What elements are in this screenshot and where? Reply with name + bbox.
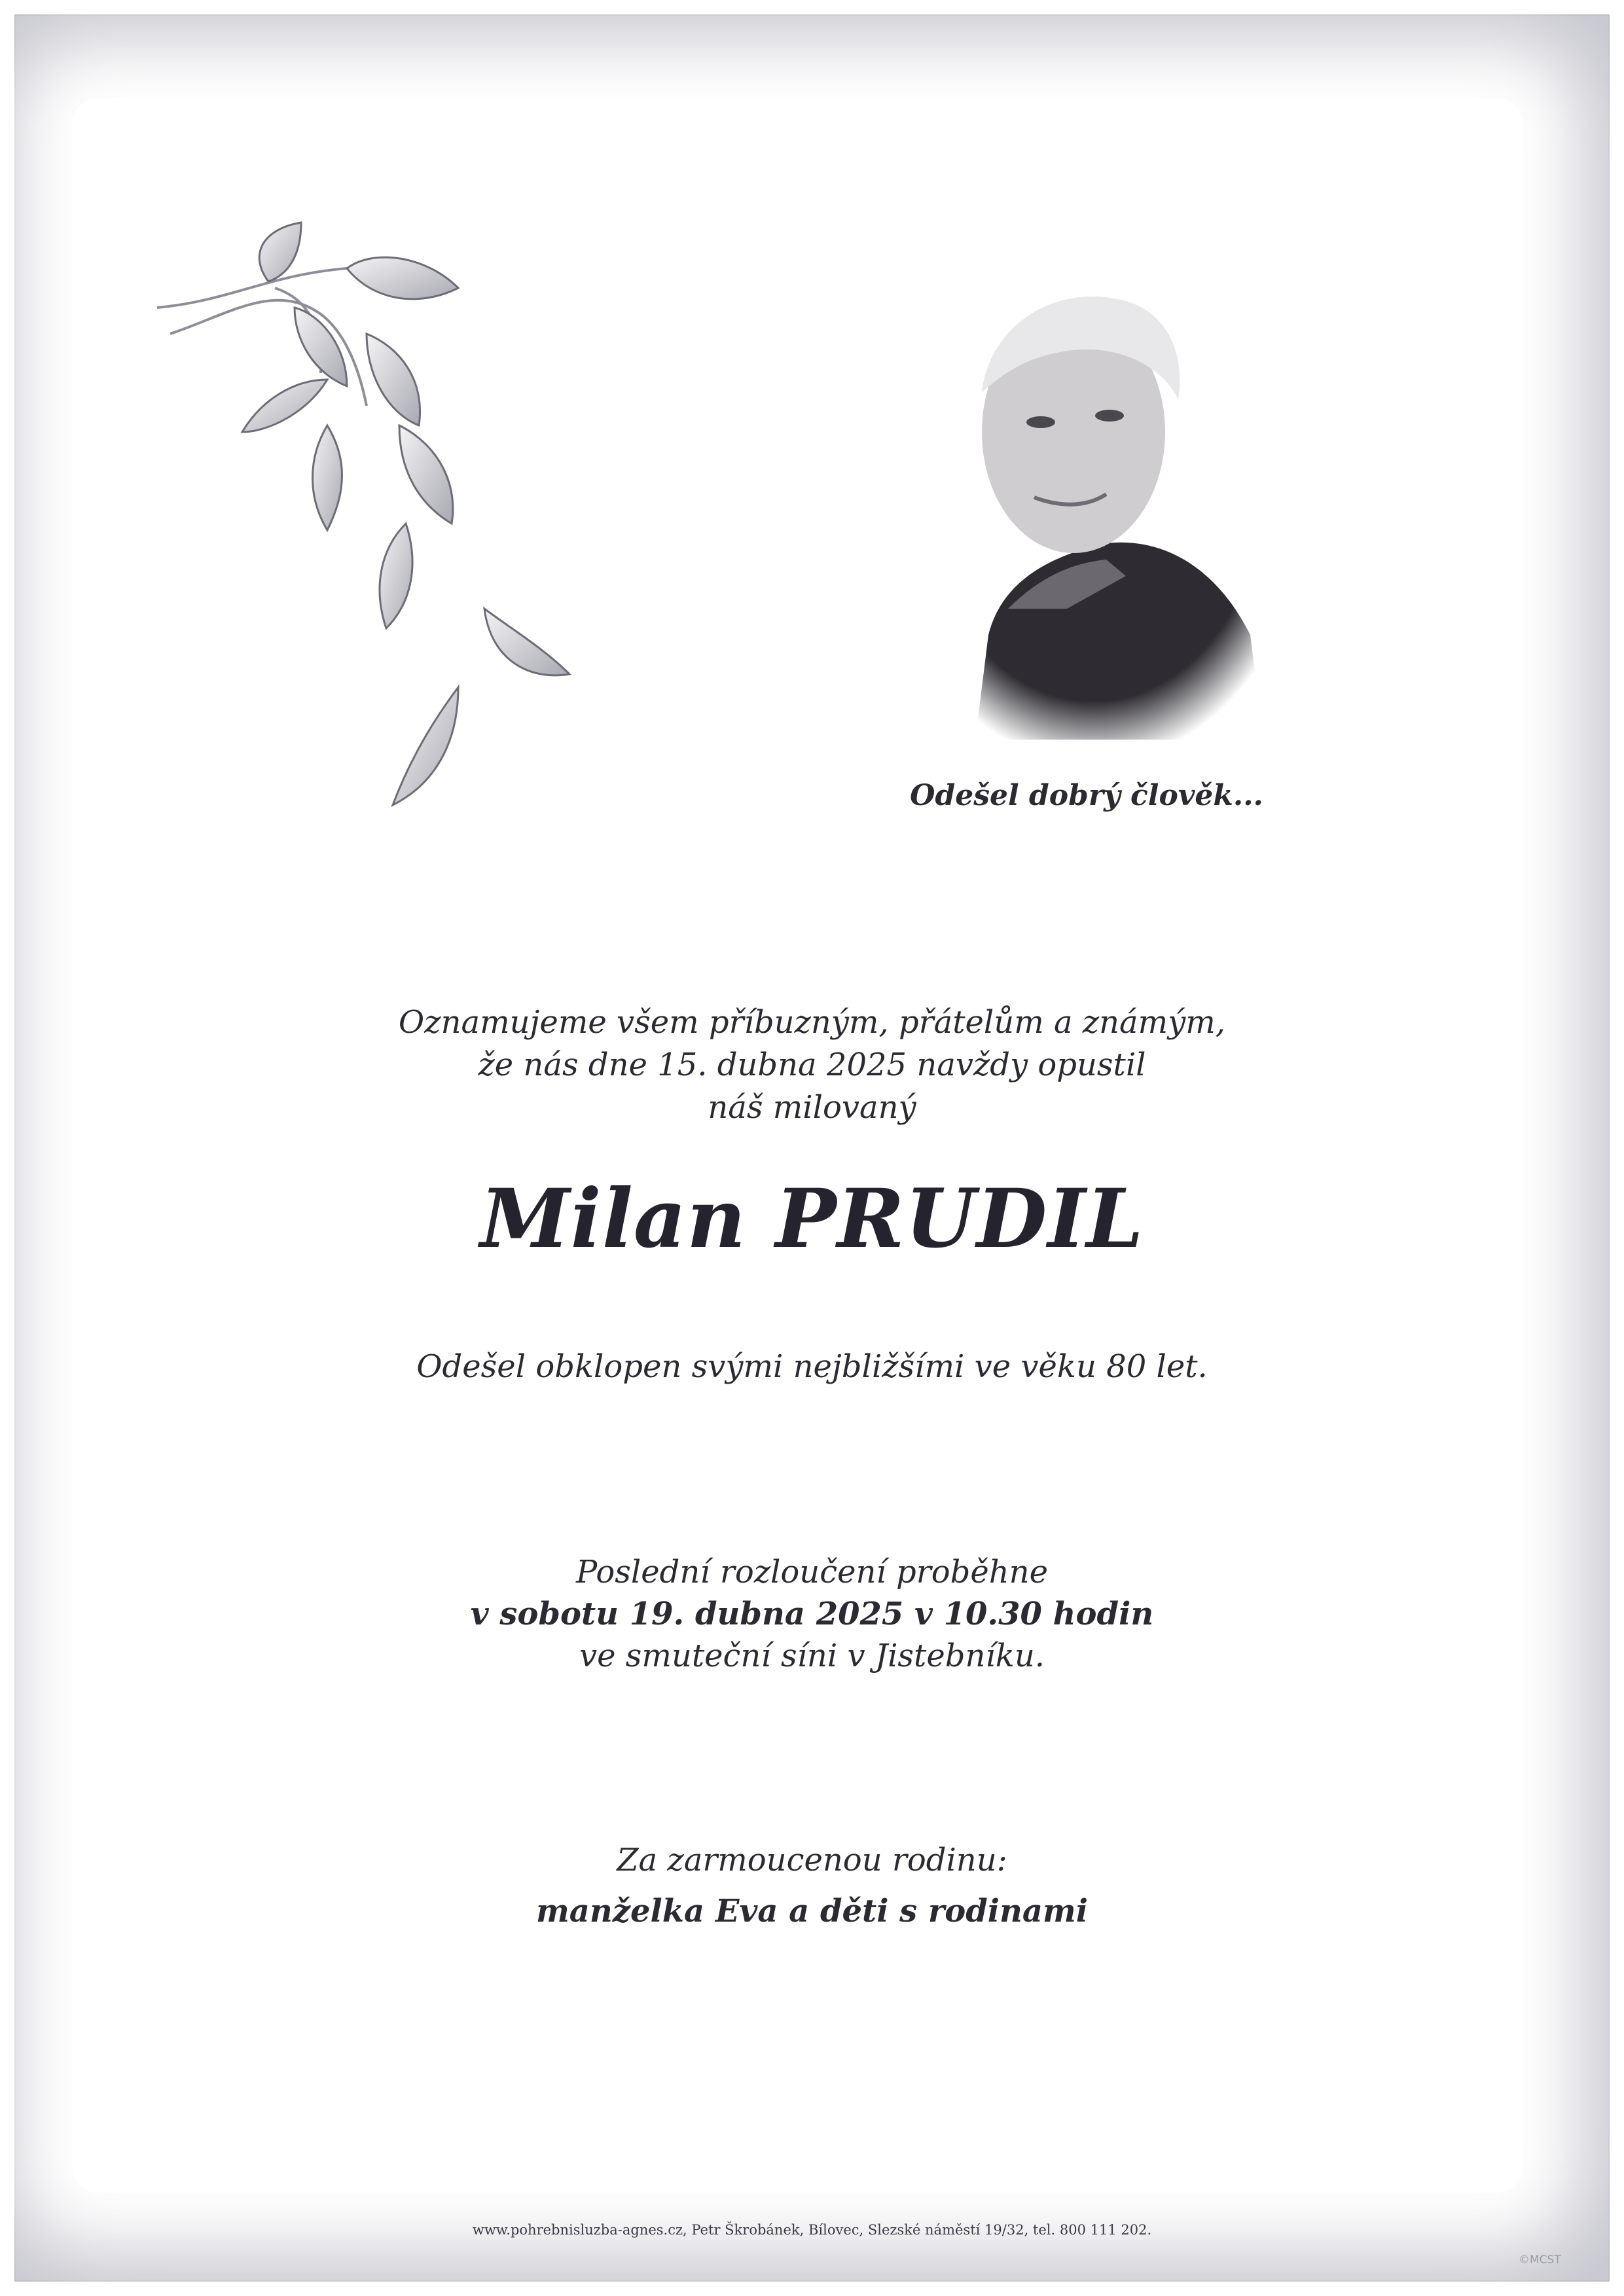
intro-line: Oznamujeme všem příbuzným, přátelům a známým, (398, 1004, 1226, 1041)
farewell-datetime: v sobotu 19. dubna 2025 v 10.30 hodin (470, 1596, 1154, 1632)
leaf (347, 257, 458, 299)
watermark: ©MCST (1519, 2253, 1561, 2267)
leaf (484, 609, 569, 675)
farewell-place: ve smuteční síni v Jistebníku. (579, 1638, 1045, 1674)
leaf-branch-illustration (151, 216, 596, 818)
footer-contact: www.pohrebnisluzba-agnes.cz, Petr Škrobánek, Bílovec, Slezské náměstí 19/32, tel. 800 111 202. (472, 2222, 1152, 2238)
family-names: manželka Eva a děti s rodinami (535, 1893, 1089, 1929)
leaf (393, 687, 458, 805)
leaf (367, 334, 420, 425)
motto: Odešel dobrý člověk... (910, 779, 1263, 812)
leaf (242, 380, 327, 432)
leaf (259, 223, 301, 281)
age-line: Odešel obklopen svými nejbližšími ve věku 80 let. (416, 1348, 1208, 1385)
leaf (313, 425, 342, 530)
announcement-intro (0, 1001, 1624, 1129)
leaf (380, 524, 412, 628)
farewell-info (0, 1551, 1624, 1677)
leaf (399, 425, 453, 524)
leaf (295, 308, 347, 386)
intro-line: že nás dne 15. dubna 2025 navždy opustil (478, 1047, 1146, 1083)
portrait-photo (910, 268, 1276, 740)
family-label: Za zarmoucenou rodinu: (617, 1842, 1007, 1878)
farewell-line: Poslední rozloučení proběhne (576, 1554, 1048, 1590)
intro-line: náš milovaný (708, 1089, 916, 1126)
deceased-name: Milan PRUDIL (480, 1172, 1144, 1266)
family-signature (0, 1839, 1624, 1932)
